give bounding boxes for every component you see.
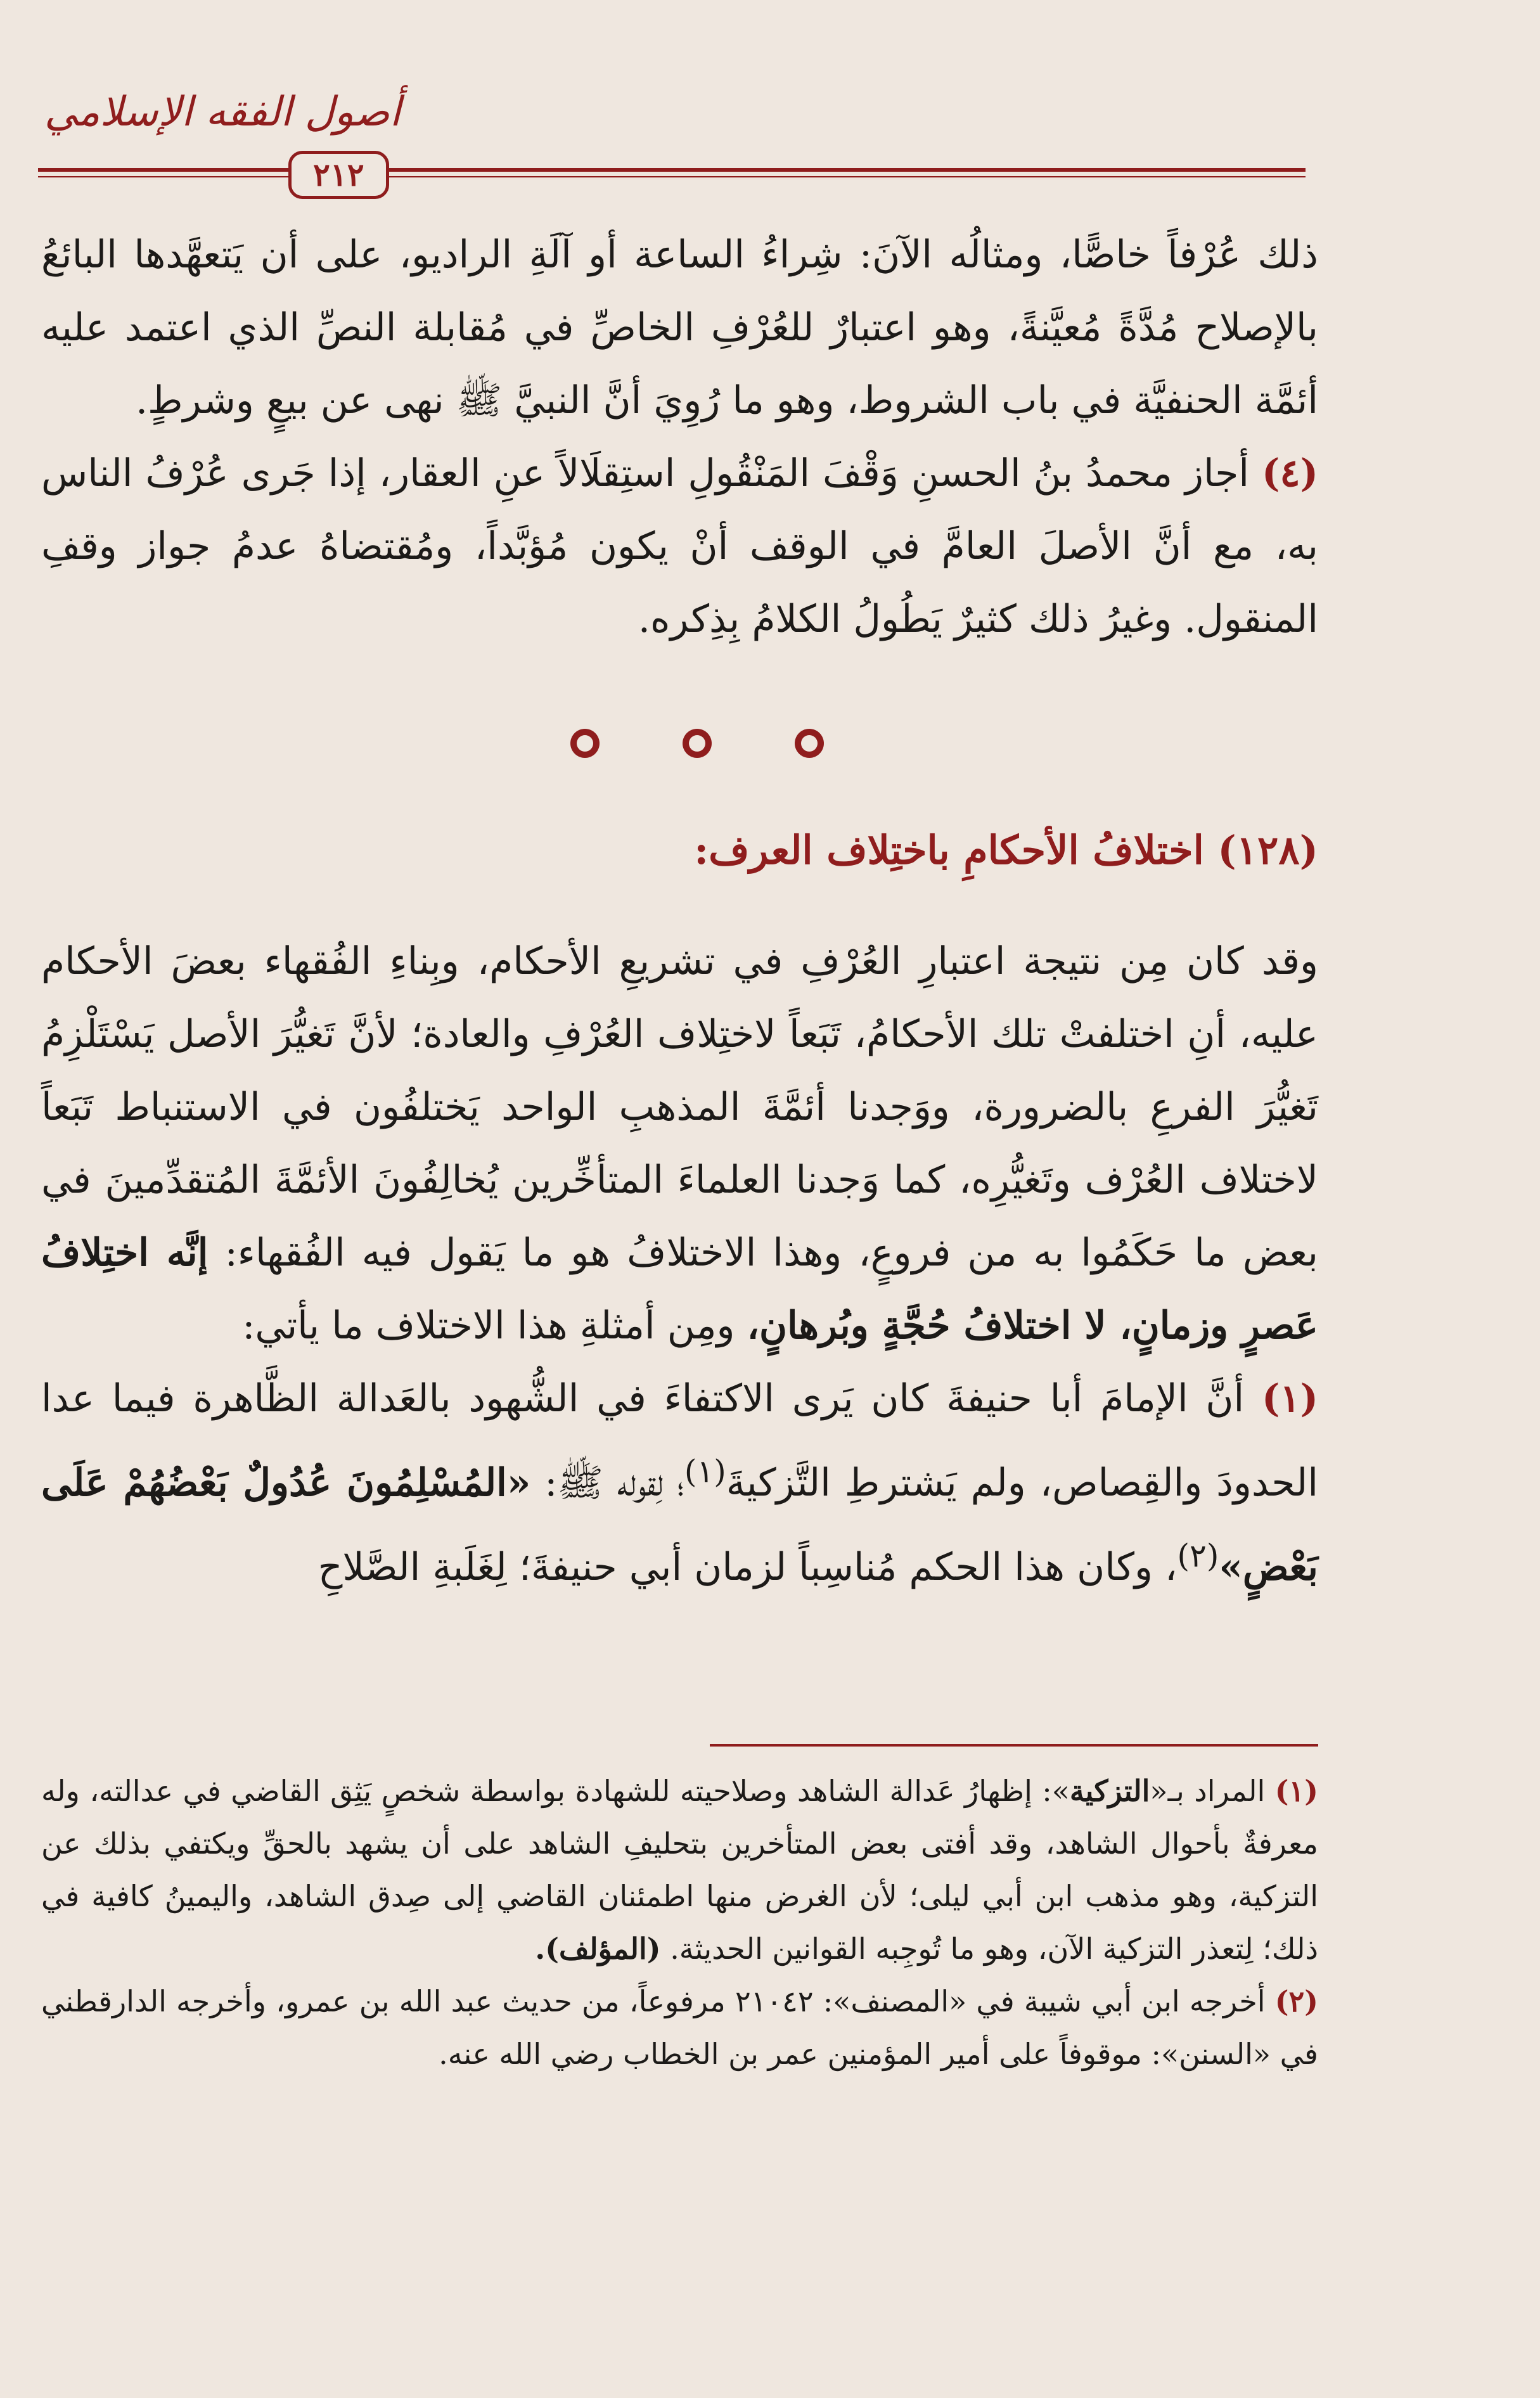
running-title: أصول الفقه الإسلامي [44,89,401,136]
footnotes [41,1765,1318,2081]
item-text: أجاز محمدُ بنُ الحسنِ وَقْفَ المَنْقُولِ استِقلَالاً عنِ العقار، إذا جَرى عُرْفُ الناس به، مع أنَّ الأصلَ العامَّ في الوقف أنْ يكون مُؤبَّداً، ومُقتضاهُ عدمُ جواز وقفِ المنقول. وغيرُ ذلك كثيرٌ يَطُولُ الكلامُ بِذِكره. [41,451,1318,641]
section-number: (١٢٨) [1217,827,1318,873]
item-text: ؛ لِقوله ﷺ: [544,1461,684,1505]
section-title: اختلافُ الأحكامِ باختِلاف العرف: [694,827,1204,873]
header-rule-thin [38,176,1306,177]
page-number: ٢١٢ [288,151,389,199]
ring-ornament-icon [683,729,712,758]
footnote-divider [710,1744,1318,1747]
item-number: (٤) [1261,451,1318,496]
list-item-1 [41,1362,1318,1604]
hadith-quote: «المُسْلِمُونَ عُدُولٌ بَعْضُهُمْ عَلَى بَعْضٍ» [41,1461,1318,1589]
section-text-block [41,925,1318,1604]
ring-ornament-icon [570,729,600,758]
footnote-1 [41,1765,1318,1975]
footnote-ref[interactable]: (١) [684,1453,726,1490]
paragraph [41,925,1318,1362]
footnote-term: التزكية [1069,1774,1150,1808]
item-text: ، وكان هذا الحكم مُناسِباً لزمان أبي حنيفةَ؛ لِغَلَبةِ الصَّلاحِ [318,1545,1177,1589]
ornament-separator [570,729,824,758]
ring-ornament-icon [795,729,824,758]
section-heading [634,827,1318,873]
footnote-author: (المؤلف). [535,1932,661,1966]
footnote-ref[interactable]: (٢) [1177,1537,1219,1574]
footnote-text: أخرجه ابن أبي شيبة في «المصنف»: ٢١٠٤٢ مرفوعاً، من حديث عبد الله بن عمرو، وأخرجه الدارقطني في «السنن»: موقوفاً على أمير المؤمنين عمر بن الخطاب رضي الله عنه. [41,1984,1318,2071]
bold-phrase: إنَّه اختِلافُ عَصرٍ وزمانٍ، لا اختلافُ حُجَّةٍ وبُرهانٍ، [41,1231,1318,1348]
item-text: أنَّ الإمامَ أبا حنيفةَ كان يَرى الاكتفاءَ في الشُّهود بالعَدالة الظَّاهرة فيما عدا الحدودَ والقِصاص، ولم يَشترطِ التَّزكيةَ [41,1376,1318,1505]
footnote-2 [41,1975,1318,2081]
item-number: (١) [1261,1376,1318,1421]
header-rule-thick [38,168,1306,172]
top-text-block [41,219,1318,656]
footnote-lead: المراد بـ« [1150,1774,1266,1808]
paragraph: ذلك عُرْفاً خاصًّا، ومثالُه الآنَ: شِراءُ الساعة أو آلَةِ الراديو، على أن يَتعهَّدها البائعُ بالإصلاح مُدَّةً مُعيَّنةً، وهو اعتبارٌ للعُرْفِ الخاصِّ في مُقابلة النصِّ الذي اعتمد عليه أئمَّة الحنفيَّة في باب الشروط، وهو ما رُوِيَ أنَّ النبيَّ ﷺ نهى عن بيعٍ وشرطٍ. [41,233,1318,423]
footnote-text: »: إظهارُ عَدالة الشاهد وصلاحيته للشهادة بواسطة شخصٍ يَثِق القاضي في عدالته، وله معرفةٌ بأحوال الشاهد، وقد أفتى بعض المتأخرين بتحليفِ الشاهد على أن يشهد بالحقِّ ويكتفي بذلك عن التزكية، وهو مذهب ابن أبي ليلى؛ لأن الغرض منها اطمئنان القاضي إلى صِدق الشاهد، واليمينُ كافية في ذلك؛ لِتعذر التزكية الآن، وهو ما تُوجِبه القوانين الحديثة. [41,1774,1318,1966]
paragraph-tail: ومِن أمثلةِ هذا الاختلاف ما يأتي: [242,1304,735,1348]
list-item-4 [41,437,1318,656]
paragraph-text: وقد كان مِن نتيجة اعتبارِ العُرْفِ في تشريعِ الأحكام، وبِناءِ الفُقهاء بعضَ الأحكام عليه، أنِ اختلفتْ تلك الأحكامُ، تَبَعاً لاختِلاف العُرْفِ والعادة؛ لأنَّ تَغيُّرَ الأصل يَسْتَلْزِمُ تَغيُّرَ الفرعِ بالضرورة، ووَجدنا أئمَّةَ المذهبِ الواحد يَختلفُون في الاستنباط تَبَعاً لاختلاف العُرْف وتَغيُّرِه، كما وَجدنا العلماءَ المتأخِّرين يُخالِفُونَ الأئمَّةَ المُتقدِّمينَ في بعض ما حَكَمُوا به من فروعٍ، وهذا الاختلافُ هو ما يَقول فيه الفُقهاء: [41,939,1319,1275]
footnote-number: (١) [1274,1774,1318,1808]
footnote-number: (٢) [1274,1984,1318,2018]
